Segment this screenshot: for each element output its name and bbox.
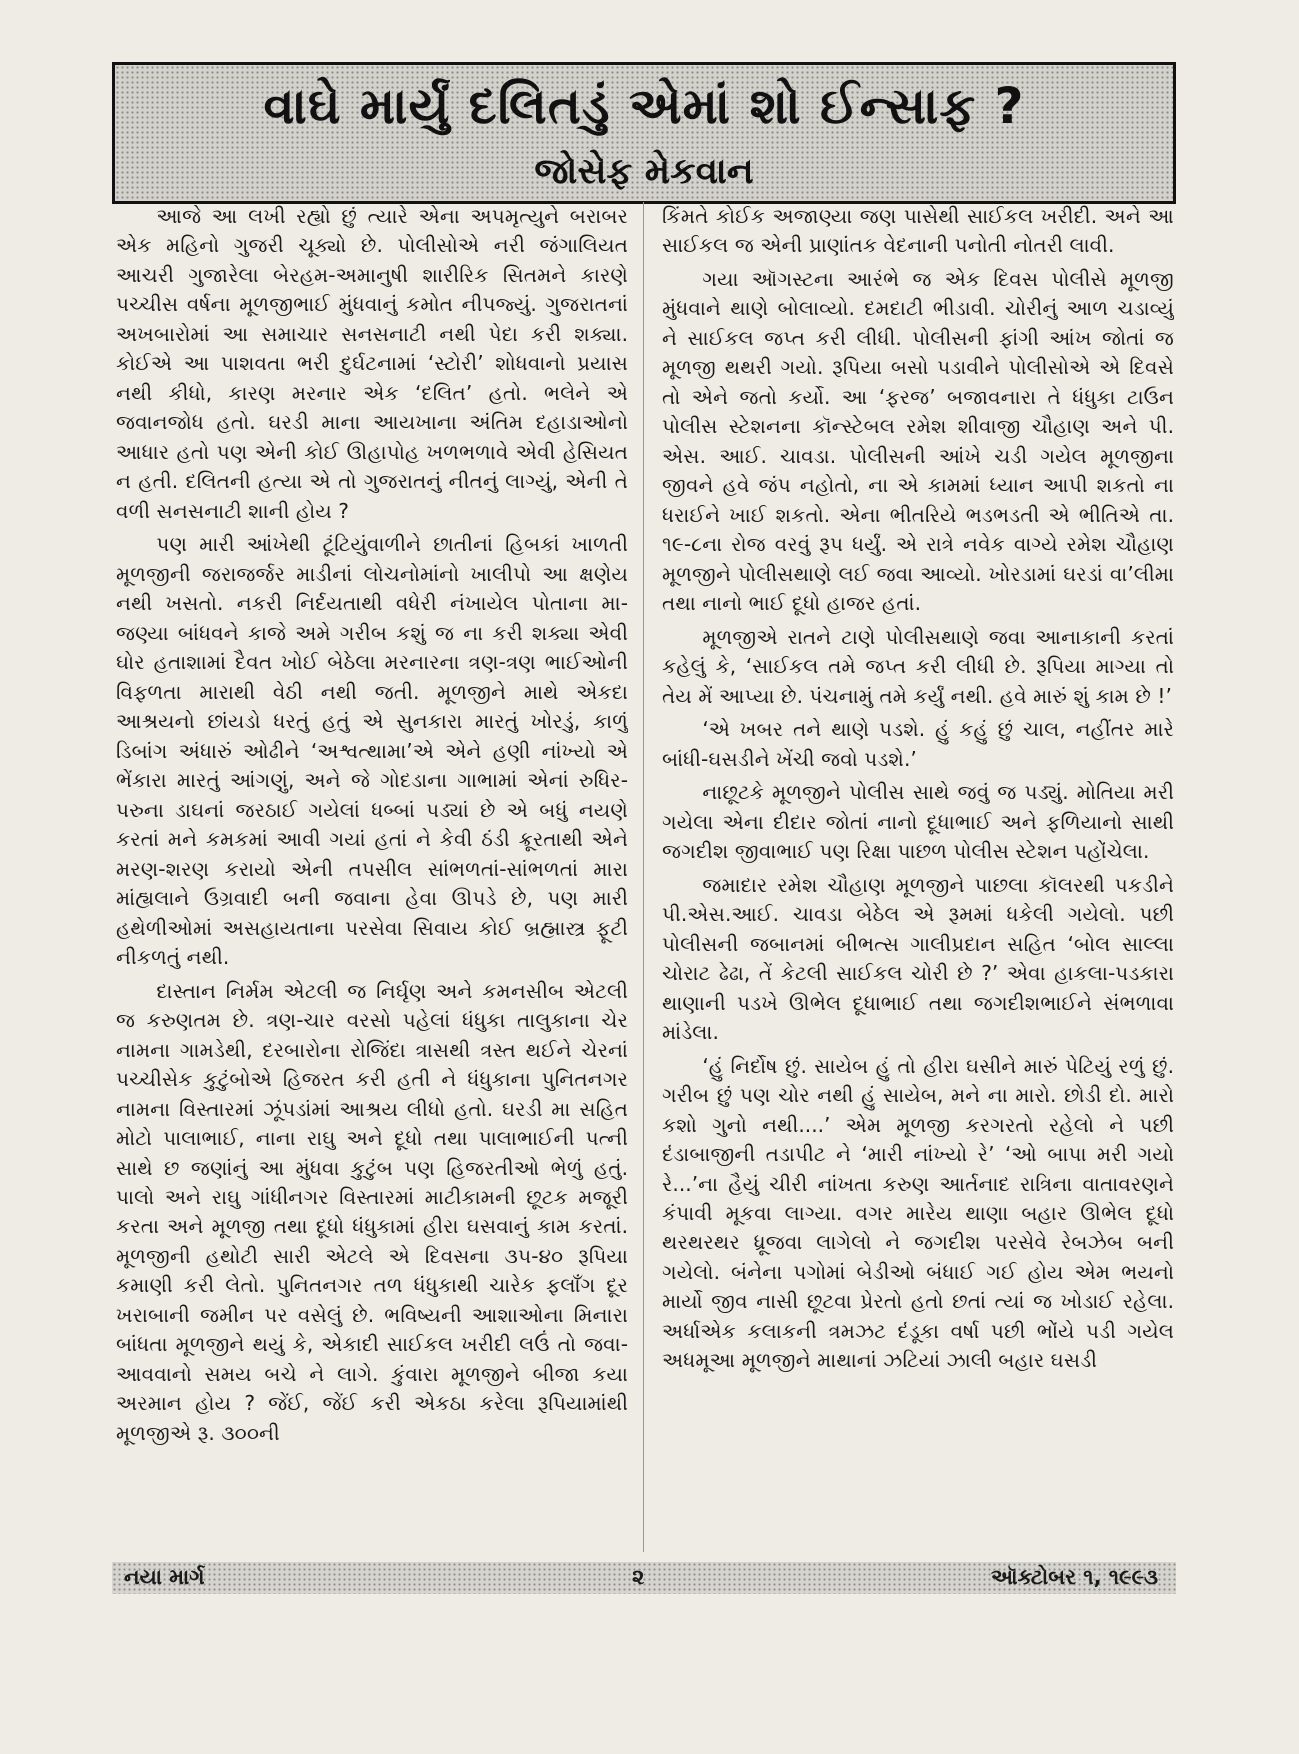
paragraph: ગયા ઑગસ્ટના આરંભે જ એક દિવસ પોલીસે મૂળજી મુંધવાને થાણે બોલાવ્યો. દમદાટી ભીડાવી. ચોરીનું આળ ચડાવ્યું ને સાઈકલ જપ્ત કરી લીધી. પોલીસની ફાંગી આંખ જોતાં જ મૂળજી થથરી ગયો. રૂપિયા બસો પડાવીને પોલીસોએ એ દિવસે તો એને જતો કર્યો. આ ‘ફરજ’ બજાવનારા તે ધંધુકા ટાઉન પોલીસ સ્ટેશનના કૉન્સ્ટેબલ રમેશ શીવાજી ચૌહાણ અને પી. એસ. આઈ. ચાવડા. પોલીસની આંખે ચડી ગયેલ મૂળજીના જીવને હવે જંપ નહોતો, ના એ કામમાં ધ્યાન આપી શકતો ના ધરાઈને ખાઈ શકતો. એના ભીતરિયે ભડભડતી એ ભીતિએ તા. ૧૯-૮ના રોજ વરવું રૂપ ધર્યું. એ રાત્રે નવેક વાગ્યે રમેશ ચૌહાણ મૂળજીને પોલીસથાણે લઈ જવા આવ્યો. ખોરડામાં ઘરડાં વા’લીમા તથા નાનો ભાઈ દૂધો હાજર હતાં. (662, 266, 1174, 616)
issue-date: ઑક્ટોબર ૧, ૧૯૯૩ (990, 1565, 1158, 1589)
page-number: ૨ (632, 1565, 645, 1589)
paragraph: આજે આ લખી રહ્યો છું ત્યારે એના અપમૃત્યુને બરાબર એક મહિનો ગુજરી ચૂક્યો છે. પોલીસોએ નરી જંગાલિયત આચરી ગુજારેલા બેરહમ-અમાનુષી શારીરિક સિતમને કારણે પચ્ચીસ વર્ષના મૂળજીભાઈ મુંધવાનું કમોત નીપજ્યું. ગુજરાતનાં અખબારોમાં આ સમાચાર સનસનાટી નથી પેદા કરી શક્યા. કોઈએ આ પાશવતા ભરી દુર્ઘટનામાં ‘સ્ટોરી’ શોધવાનો પ્રયાસ નથી કીધો, કારણ મરનાર એક ‘દલિત’ હતો. ભલેને એ જવાનજોધ હતો. ઘરડી માના આયખાના અંતિમ દહાડાઓનો આધાર હતો પણ એની કોઈ ઊહાપોહ ખળભળાવે એવી હેસિયત ન હતી. દલિતની હત્યા એ તો ગુજરાતનું નીતનું લાગ્યું, એની તે વળી સનસનાટી શાની હોય ? (116, 204, 628, 523)
paragraph: ‘હું નિર્દોષ છું. સાયેબ હું તો હીરા ઘસીને મારું પેટિયું રળું છું. ગરીબ છું પણ ચોર નથી હું સાયેબ, મને ના મારો. છોડી દો. મારો કશો ગુનો નથી....’ એમ મૂળજી કરગરતો રહેલો ને પછી દંડાબાજીની તડાપીટ ને ‘મારી નાંખ્યો રે’ ‘ઓ બાપા મરી ગયો રે...’ના હૈયું ચીરી નાંખતા કરુણ આર્તનાદ રાત્રિના વાતાવરણને કંપાવી મૂકવા લાગ્યા. વગર મારેય થાણા બહાર ઊભેલ દૂધો થરથરથર ધ્રૂજવા લાગેલો ને જગદીશ પરસેવે રેબઝેબ બની ગયેલો. બંનેના પગોમાં બેડીઓ બંધાઈ ગઈ હોય એમ ભયનો માર્યો જીવ નાસી છૂટવા પ્રેરતો હતો છતાં ત્યાં જ ખોડાઈ રહેલા. અર્ધાએક કલાકની ત્રમઝટ દંડૂકા વર્ષા પછી ભોંયે પડી ગયેલ અધમૂઆ મૂળજીને માથાનાં ઝટિયાં ઝાલી બહાર ઘસડી (662, 1053, 1174, 1373)
left-column (116, 202, 628, 1557)
paragraph: પણ મારી આંખેથી ટૂંટિયુંવાળીને છાતીનાં હિબકાં ખાળતી મૂળજીની જરાજર્જર માડીનાં લોચનોમાંનો ખાલીપો આ ક્ષણેય નથી ખસતો. નકરી નિર્દયતાથી વધેરી નંખાયેલ પોતાના મા-જણ્યા બાંધવને કાજે અમે ગરીબ કશું જ ના કરી શક્યા એવી ઘોર હતાશામાં દૈવત ખોઈ બેઠેલા મરનારના ત્રણ-ત્રણ ભાઈઓની વિફળતા મારાથી વેઠી નથી જતી. મૂળજીને માથે એકદા આશ્રયનો છાંયડો ધરતું હતું એ સુનકારા મારતું ખોરડું, કાળું ડિબાંગ અંધારું ઓઢીને ‘અશ્વત્થામા’એ એને હણી નાંખ્યો એ ભેંકારા મારતું આંગણું, અને જે ગોદડાના ગાભામાં એનાં રુધિર-પરુના ડાઘનાં જરઠાઈ ગયેલાં ધબ્બાં પડ્યાં છે એ બધું નયણે કરતાં મને કમકમાં આવી ગયાં હતાં ને કેવી ઠંડી ક્રૂરતાથી એને મરણ-શરણ કરાયો એની તપસીલ સાંભળતાં-સાંભળતાં મારા માંહ્યલાને ઉગ્રવાદી બની જવાના હેવા ઊપડે છે, પણ મારી હથેળીઓમાં અસહાયતાના પરસેવા સિવાય કોઈ બ્રહ્માસ્ત્ર ફૂટી નીકળતું નથી. (116, 532, 628, 970)
article-header (112, 62, 1176, 204)
article-title: વાઘે માર્યું દલિતડું એમાં શો ઈન્સાફ ? (263, 77, 1025, 135)
paragraph: કિંમતે કોઈક અજાણ્યા જણ પાસેથી સાઈકલ ખરીદી. અને આ સાઈકલ જ એની પ્રાણાંતક વેદનાની પનોતી નોતરી લાવી. (662, 204, 1174, 258)
paragraph: દાસ્તાન નિર્મમ એટલી જ નિર્ઘૃણ અને કમનસીબ એટલી જ કરુણતમ છે. ત્રણ-ચાર વરસો પહેલાં ધંધુકા તાલુકાના ચેર નામના ગામડેથી, દરબારોના રોજિંદા ત્રાસથી ત્રસ્ત થઈને ચેરનાં પચ્ચીસેક કુટુંબોએ હિજરત કરી હતી ને ધંધુકાના પુનિતનગર નામના વિસ્તારમાં ઝૂંપડાંમાં આશ્રય લીધો હતો. ઘરડી મા સહિત મોટો પાલાભાઈ, નાના રાઘુ અને દૂધો તથા પાલાભાઈની પત્ની સાથે છ જણાંનું આ મુંધવા કુટુંબ પણ હિજરતીઓ ભેળું હતું. પાલો અને રાઘુ ગાંધીનગર વિસ્તારમાં માટીકામની છૂટક મજૂરી કરતા અને મૂળજી તથા દૂધો ધંધુકામાં હીરા ઘસવાનું કામ કરતાં. મૂળજીની હથોટી સારી એટલે એ દિવસના ૩૫-૪૦ રૂપિયા કમાણી કરી લેતો. પુનિતનગર તળ ધંધુકાથી ચારેક ફલાઁગ દૂર ખરાબાની જમીન પર વસેલું છે. ભવિષ્યની આશાઓના મિનારા બાંધતા મૂળજીને થયું કે, એકાદી સાઈકલ ખરીદી લઉં તો જવા-આવવાનો સમય બચે ને લાગે. કુંવારા મૂળજીને બીજા કયા અરમાન હોય ? જેંઈ, જેંઈ કરી એકઠા કરેલા રૂપિયામાંથી મૂળજીએ રૂ. ૩૦૦ની (116, 978, 628, 1445)
column-divider (643, 202, 644, 1552)
paragraph: મૂળજીએ રાતને ટાણે પોલીસથાણે જવા આનાકાની કરતાં કહેલું કે, ‘સાઈકલ તમે જપ્ત કરી લીધી છે. રૂપિયા માગ્યા તો તેય મેં આપ્યા છે. પંચનામું તમે કર્યું નથી. હવે મારું શું કામ છે !’ (662, 624, 1174, 708)
paragraph: જમાદાર રમેશ ચૌહાણ મૂળજીને પાછલા કૉલરથી પકડીને પી.એસ.આઈ. ચાવડા બેઠેલ એ રૂમમાં ધકેલી ગયેલો. પછી પોલીસની જબાનમાં બીભત્સ ગાલીપ્રદાન સહિત ‘બોલ સાલ્લા ચોરાટ ઢેઢા, તેં કેટલી સાઈકલ ચોરી છે ?’ એવા હાકલા-પડકારા થાણાની પડખે ઊભેલ દૂધાભાઈ તથા જગદીશભાઈને સંભળાવા માંડેલા. (662, 872, 1174, 1045)
publication-name: નયા માર્ગ (124, 1565, 205, 1589)
right-column (662, 202, 1174, 1557)
article-author: જોસેફ મેકવાન (534, 151, 754, 192)
paragraph: નાછૂટકે મૂળજીને પોલીસ સાથે જવું જ પડ્યું. મોતિયા મરી ગયેલા એના દીદાર જોતાં નાનો દૂધાભાઈ અને ફળિયાનો સાથી જગદીશ જીવાભાઈ પણ રિક્ષા પાછળ પોલીસ સ્ટેશન પહોંચેલા. (662, 780, 1174, 864)
page-footer (112, 1562, 1176, 1594)
paragraph: ‘એ ખબર તને થાણે પડશે. હું કહું છું ચાલ, નહીંતર મારે બાંધી-ઘસડીને ખેંચી જવો પડશે.’ (662, 717, 1174, 771)
